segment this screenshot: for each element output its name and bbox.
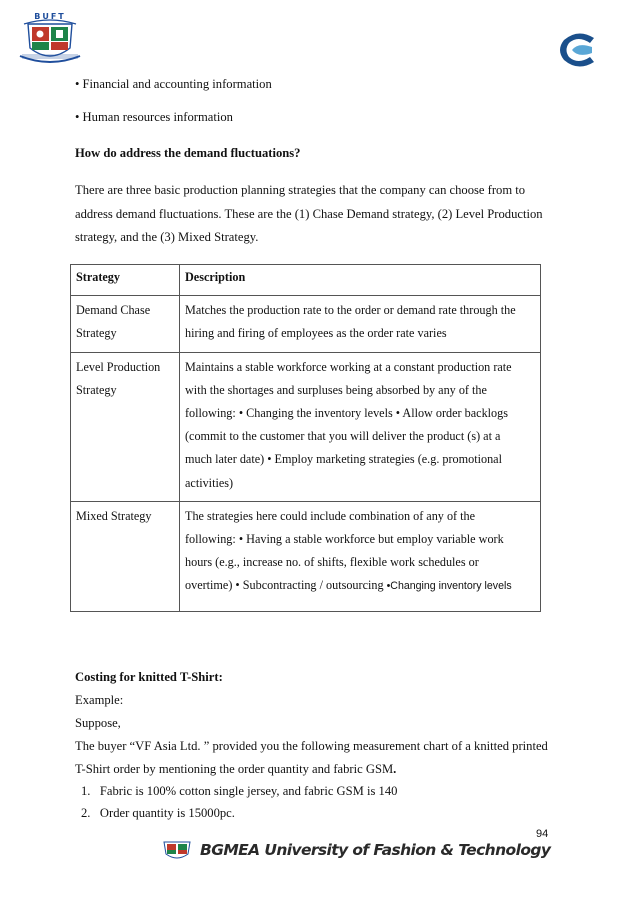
buft-crest-logo bbox=[14, 10, 86, 66]
list-number: 2. bbox=[81, 806, 91, 820]
buft-small-badge-icon bbox=[160, 840, 194, 862]
logo-lettering: BUFT bbox=[34, 12, 66, 21]
table-row bbox=[71, 296, 541, 352]
cell-line: (commit to the customer that you will deliver the product (s) at a bbox=[185, 429, 501, 444]
list-item bbox=[81, 806, 235, 821]
header-strategy: Strategy bbox=[71, 265, 180, 296]
c-swoosh-logo bbox=[556, 30, 600, 70]
paragraph-line: strategy, and the (3) Mixed Strategy. bbox=[75, 230, 259, 244]
cell-line: Maintains a stable workforce working at a constant production rate bbox=[185, 359, 512, 374]
cell-line: Matches the production rate to the order or demand rate through the bbox=[185, 303, 516, 318]
section-heading-costing: Costing for knitted T-Shirt: bbox=[75, 670, 223, 684]
list-number: 1. bbox=[81, 784, 91, 798]
cell-line: following: • Having a stable workforce but employ variable work bbox=[185, 532, 504, 547]
cell-description bbox=[180, 501, 541, 611]
paragraph-line: The buyer “VF Asia Ltd. ” provided you the following measurement chart of a knitted printed bbox=[75, 739, 548, 753]
cell-line: Strategy bbox=[76, 382, 117, 397]
cell-line: activities) bbox=[185, 475, 234, 490]
table-header-row bbox=[71, 265, 541, 296]
paragraph-line-end: . bbox=[393, 762, 397, 776]
footer-university-name: BGMEA University of Fashion & Technology bbox=[200, 841, 551, 859]
header-description: Description bbox=[180, 265, 541, 296]
cell-line: Strategy bbox=[76, 326, 117, 341]
cell-line: much later date) • Employ marketing strategies (e.g. promotional bbox=[185, 452, 502, 467]
cell-line: The strategies here could include combination of any of the bbox=[185, 508, 476, 523]
cell-line: hours (e.g., increase no. of shifts, flexible work schedules or bbox=[185, 555, 479, 570]
cell-line: hiring and firing of employees as the order rate varies bbox=[185, 326, 447, 341]
table-row bbox=[71, 501, 541, 611]
page-number: 94 bbox=[536, 828, 549, 840]
paragraph-line: There are three basic production planning strategies that the company can choose from to bbox=[75, 183, 526, 197]
list-text: Fabric is 100% cotton single jersey, and fabric GSM is 140 bbox=[99, 784, 398, 798]
list-text: Order quantity is 15000pc. bbox=[99, 806, 235, 820]
list-item bbox=[81, 784, 397, 799]
paragraph-line: address demand fluctuations. These are the (1) Chase Demand strategy, (2) Level Production bbox=[75, 207, 543, 221]
bullet-financial-info: • Financial and accounting information bbox=[75, 77, 272, 91]
cell-line: Mixed Strategy bbox=[76, 508, 152, 523]
cell-line: with the shortages and surpluses being absorbed by any of the bbox=[185, 382, 487, 397]
cell-strategy bbox=[71, 296, 180, 352]
cell-line: overtime) • Subcontracting / outsourcing bbox=[185, 578, 387, 593]
cell-strategy bbox=[71, 501, 180, 611]
section-heading-demand-fluctuations: How do address the demand fluctuations? bbox=[75, 146, 301, 160]
example-label: Example: bbox=[75, 693, 124, 707]
cell-line: Demand Chase bbox=[76, 303, 151, 318]
cell-line: Level Production bbox=[76, 359, 161, 374]
strategy-table bbox=[70, 264, 541, 612]
cell-line-sans: •Changing inventory levels bbox=[386, 580, 512, 593]
cell-line: following: • Changing the inventory levels • Allow order backlogs bbox=[185, 406, 508, 421]
paragraph-line bbox=[75, 762, 396, 777]
cell-strategy bbox=[71, 352, 180, 501]
suppose-label: Suppose, bbox=[75, 716, 121, 730]
paragraph-line-main: T-Shirt order by mentioning the order quantity and fabric GSM bbox=[75, 762, 394, 776]
footer-branding bbox=[160, 840, 551, 862]
bullet-human-resources-info: • Human resources information bbox=[75, 110, 233, 124]
table-row bbox=[71, 352, 541, 501]
cell-description bbox=[180, 352, 541, 501]
cell-description bbox=[180, 296, 541, 352]
